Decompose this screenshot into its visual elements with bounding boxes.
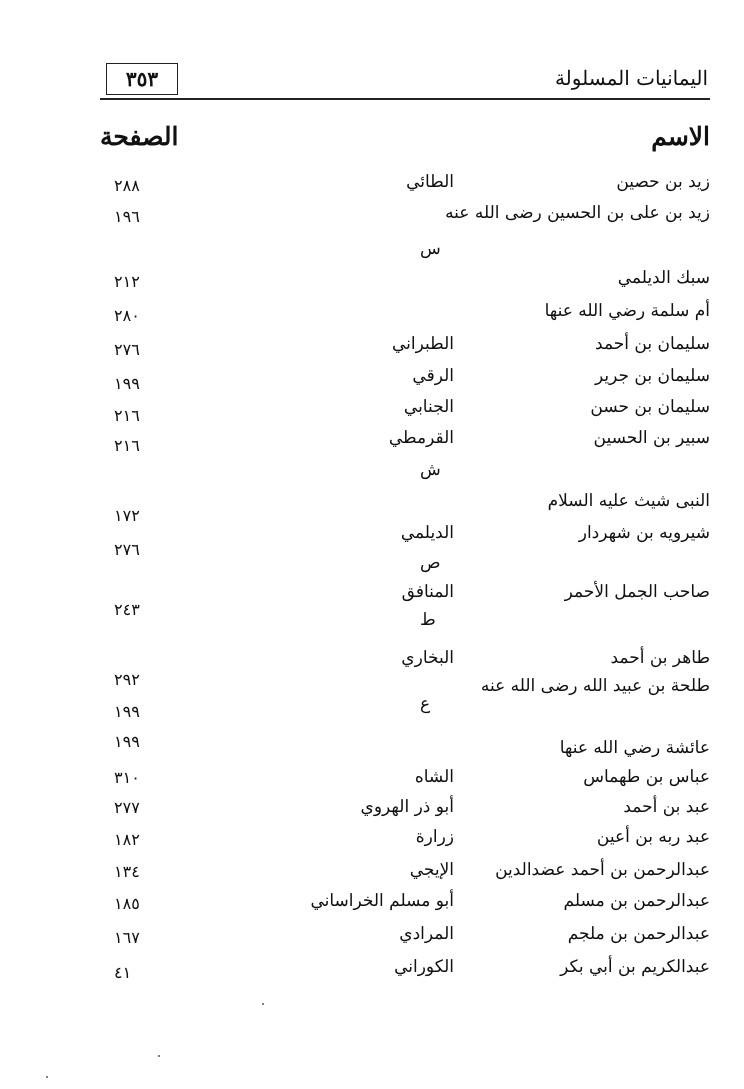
index-row — [0, 172, 744, 202]
index-row — [0, 428, 744, 458]
page-number-box: ٣٥٣ — [106, 63, 178, 95]
entry-name: سليمان بن جرير — [595, 366, 710, 386]
entry-name: زيد بن حصين — [616, 172, 710, 192]
entry-nisba: المنافق — [401, 582, 454, 602]
header-rule — [100, 98, 710, 100]
letter-heading: ش — [420, 460, 441, 480]
index-row — [0, 797, 744, 827]
entry-name: عبدالرحمن بن ملجم — [567, 924, 710, 944]
column-header-page: الصفحة — [100, 122, 179, 151]
entry-name: عائشة رضي الله عنها — [559, 738, 710, 758]
entry-name: سليمان بن حسن — [590, 397, 710, 417]
entry-name: صاحب الجمل الأحمر — [564, 582, 710, 602]
index-row — [0, 334, 744, 364]
entry-page-number: ٤١ — [114, 963, 132, 982]
entry-nisba: الديلمي — [400, 523, 454, 543]
entry-page-number: ١٨٢ — [114, 830, 140, 849]
entry-name: شيرويه بن شهردار — [578, 523, 710, 543]
entry-page-number: ٢٩٢ — [114, 670, 140, 689]
entry-name: عبدالرحمن بن أحمد عضدالدين — [495, 860, 710, 880]
entry-name: عبد بن أحمد — [623, 797, 710, 817]
entry-page-number: ٢٧٦ — [114, 340, 140, 359]
column-header-name: الاسم — [651, 122, 710, 151]
letter-heading: س — [420, 239, 441, 259]
letter-heading-row — [0, 610, 744, 640]
entry-name: عبدالكريم بن أبي بكر — [560, 957, 710, 977]
index-row — [0, 891, 744, 921]
letter-heading-row — [0, 553, 744, 583]
entry-nisba: الرقي — [412, 366, 454, 386]
index-row — [0, 366, 744, 396]
letter-heading-row — [0, 239, 744, 269]
entry-page-number: ٣١٠ — [114, 768, 140, 787]
scan-speck — [262, 1003, 264, 1005]
index-row — [0, 827, 744, 857]
entry-name: عباس بن طهماس — [583, 767, 710, 787]
entry-nisba: البخاري — [401, 648, 454, 668]
entry-page-number: ١٩٩ — [114, 732, 140, 751]
scan-speck — [158, 1055, 160, 1057]
entry-name: طلحة بن عبيد الله رضى الله عنه — [480, 676, 710, 696]
entry-name: سبك الديلمي — [617, 268, 710, 288]
entry-name: أم سلمة رضي الله عنها — [544, 301, 710, 321]
entry-nisba: الجنابي — [403, 397, 454, 417]
entry-page-number: ٢١٦ — [114, 436, 140, 455]
entry-nisba: المرادي — [399, 924, 454, 944]
entry-page-number: ٢٤٣ — [114, 600, 140, 619]
entry-page-number: ٢١٦ — [114, 406, 140, 425]
entry-page-number: ١٧٢ — [114, 506, 140, 525]
index-row — [0, 301, 744, 331]
entry-page-number: ١٩٩ — [114, 374, 140, 393]
entry-name: زيد بن على بن الحسين رضى الله عنه — [445, 203, 710, 223]
entry-name: عبدالرحمن بن مسلم — [563, 891, 710, 911]
entry-page-number: ٢٨٨ — [114, 176, 140, 195]
index-row — [0, 648, 744, 678]
entry-page-number: ١٦٧ — [114, 928, 140, 947]
entry-page-number: ٢١٢ — [114, 272, 140, 291]
letter-heading-row — [0, 694, 744, 724]
entry-name: طاهر بن أحمد — [610, 648, 710, 668]
entry-nisba: القرمطي — [388, 428, 454, 448]
letter-heading: ع — [420, 694, 431, 714]
entry-nisba: الإيجي — [409, 860, 454, 880]
letter-heading: ص — [420, 553, 441, 573]
index-row — [0, 523, 744, 553]
entry-name: النبى شيث عليه السلام — [547, 491, 710, 511]
entry-nisba: الكوراني — [394, 957, 454, 977]
scan-speck — [46, 1076, 48, 1078]
running-title: اليمانيات المسلولة — [554, 66, 708, 90]
entry-name: سليمان بن أحمد — [595, 334, 710, 354]
entry-nisba: الطائي — [406, 172, 454, 192]
entry-page-number: ٢٨٠ — [114, 306, 140, 325]
index-row — [0, 924, 744, 954]
index-row — [0, 268, 744, 298]
index-row — [0, 860, 744, 890]
index-row — [0, 203, 744, 233]
entry-name: سبير بن الحسين — [593, 428, 710, 448]
entry-nisba: أبو مسلم الخراساني — [310, 891, 454, 911]
entry-page-number: ١٨٥ — [114, 894, 140, 913]
letter-heading-row — [0, 460, 744, 490]
index-row — [0, 738, 744, 768]
entry-nisba: أبو ذر الهروي — [360, 797, 454, 817]
index-row — [0, 397, 744, 427]
index-row — [0, 767, 744, 797]
entry-page-number: ٢٧٦ — [114, 540, 140, 559]
entry-nisba: زرارة — [415, 827, 454, 847]
index-row — [0, 582, 744, 612]
entry-page-number: ١٩٩ — [114, 702, 140, 721]
entry-page-number: ١٩٦ — [114, 207, 140, 226]
entry-page-number: ٢٧٧ — [114, 798, 140, 817]
index-row — [0, 957, 744, 987]
entry-name: عبد ربه بن أعين — [596, 827, 710, 847]
entry-nisba: الطبراني — [392, 334, 454, 354]
entry-page-number: ١٣٤ — [114, 862, 140, 881]
letter-heading: ط — [420, 610, 436, 630]
entry-nisba: الشاه — [414, 767, 454, 787]
